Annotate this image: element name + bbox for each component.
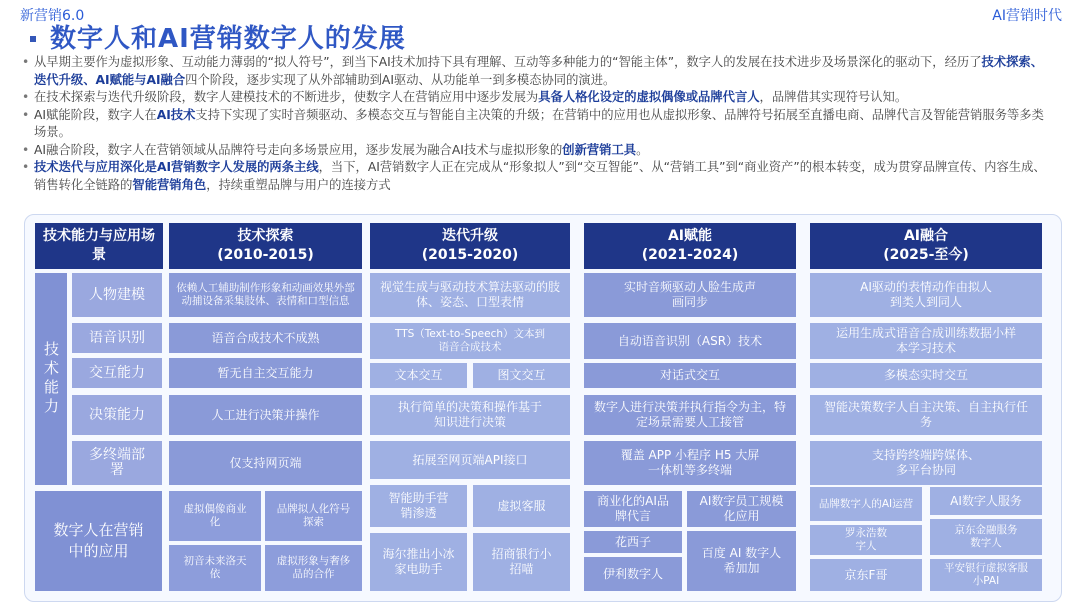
stage-header-explore xyxy=(169,223,362,269)
upgrade-terminal: 拓展至网页端API接口 xyxy=(370,441,570,479)
upgrade-interaction-text: 文本交互 xyxy=(370,363,467,388)
bullet-text: 在技术探索与迭代升级阶段，数字人建模技术的不断进步，使数字人在营销应用中逐步发展为 xyxy=(34,90,539,104)
row-label-interaction: 交互能力 xyxy=(72,358,162,388)
fusion-interaction: 多模态实时交互 xyxy=(810,363,1042,388)
bullet-text: ，持续重塑品牌与用户的连接方式 xyxy=(206,177,391,192)
tech-capability-label: 技术能力 xyxy=(35,273,67,485)
bullet-text: 四个阶段，逐步实现了从外部辅助到AI驱动、从功能单一到多模态协同的演进。 xyxy=(185,72,616,87)
marketing-app-label: 数字人在营销中的应用 xyxy=(35,491,162,591)
bullet-item xyxy=(22,159,1052,194)
row-label-modeling: 人物建模 xyxy=(72,273,162,317)
row-label-speech: 语音识别 xyxy=(72,323,162,353)
explore-speech: 语音合成技术不成熟 xyxy=(169,323,362,353)
stage-years: (2025-至今) xyxy=(883,247,969,263)
explore-interaction: 暂无自主交互能力 xyxy=(169,358,362,388)
stage-name: AI融合 xyxy=(903,228,949,244)
stage-years: (2021-2024) xyxy=(641,247,739,263)
bullet-text: AI融合阶段，数字人在营销领域从品牌符号走向多场景应用，逐步发展为融合AI技术与虚拟形象的 xyxy=(34,142,563,157)
fusion-speech: 运用生成式语音合成训练数据小样本学习技术 xyxy=(810,323,1042,359)
bullet-text: 从早期主要作为虚拟形象、互动能力薄弱的“拟人符号”，到当下AI技术加持下具有理解、互动等多种能力的“智能主体”，数字人的发展在技术进步及场景深化的驱动下，经历了 xyxy=(34,55,982,69)
empower-app: 百度 AI 数字人希加加 xyxy=(687,531,796,591)
explore-app: 品牌拟人化符号探索 xyxy=(265,491,362,541)
upgrade-app: 招商银行小招喵 xyxy=(473,533,570,591)
bullet-text: AI赋能阶段，数字人在 xyxy=(34,107,157,122)
fusion-app: 京东F哥 xyxy=(810,559,922,591)
explore-modeling: 依赖人工辅助制作形象和动画效果外部动捕设备采集肢体、表情和口型信息 xyxy=(169,273,362,317)
bullet-item xyxy=(22,142,1052,160)
stage-name: 迭代升级 xyxy=(442,228,498,244)
section-label: AI营销时代 xyxy=(992,8,1062,24)
highlight-text: 技术迭代与应用深化是AI营销数字人发展的两条主线 xyxy=(34,160,319,174)
brand-label: 新营销6.0 xyxy=(20,8,85,24)
title-bullet-icon xyxy=(30,36,36,42)
empower-terminal: 覆盖 APP 小程序 H5 大屏 一体机等多终端 xyxy=(584,441,796,485)
explore-app: 虚拟形象与奢侈品的合作 xyxy=(265,545,362,591)
highlight-text: 技术探索、迭代升级、AI赋能与AI融合 xyxy=(34,55,1043,87)
upgrade-decision: 执行简单的决策和操作基于知识进行决策 xyxy=(370,395,570,435)
empower-speech: 自动语音识别（ASR）技术 xyxy=(584,323,796,359)
fusion-terminal: 支持跨终端跨媒体、多平台协同 xyxy=(810,441,1042,485)
highlight-text: 具备人格化设定的虚拟偶像或品牌代言人 xyxy=(538,90,760,104)
empower-decision: 数字人进行决策并执行指令为主，特定场景需要人工接管 xyxy=(584,395,796,435)
stage-years: (2015-2020) xyxy=(421,247,519,263)
bullet-item xyxy=(22,107,1052,142)
upgrade-speech: TTS（Text-to-Speech）文本到语音合成技术 xyxy=(370,323,570,359)
highlight-text: AI技术 xyxy=(156,107,196,122)
title-row xyxy=(30,18,406,55)
fusion-app: 京东金融服务数字人 xyxy=(930,519,1042,555)
row-label-decision: 决策能力 xyxy=(72,395,162,435)
bullet-text: ，品牌借其实现符号认知。 xyxy=(759,90,908,104)
stage-table-panel xyxy=(24,214,1062,602)
bullet-list xyxy=(22,54,1052,194)
upgrade-modeling: 视觉生成与驱动技术算法驱动的肢体、姿态、口型表情 xyxy=(370,273,570,317)
fusion-decision: 智能决策数字人自主决策、自主执行任务 xyxy=(810,395,1042,435)
empower-app: 花西子 xyxy=(584,531,682,553)
explore-terminal: 仅支持网页端 xyxy=(169,441,362,485)
stage-header-fusion xyxy=(810,223,1042,269)
highlight-text: 创新营销工具 xyxy=(562,142,637,157)
bullet-text: 支持下实现了实时音频驱动、多模态交互与智能自主决策的升级；在营销中的应用也从虚拟形象、品牌符号拓展至直播电商、品牌代言及智能营销服务等多类场景。 xyxy=(34,107,1044,139)
explore-app: 初音未来洛天依 xyxy=(169,545,261,591)
empower-app: 商业化的AI品牌代言 xyxy=(584,491,682,527)
upgrade-interaction-image: 图文交互 xyxy=(473,363,570,388)
bullet-text: 。 xyxy=(636,142,649,157)
stage-name: AI赋能 xyxy=(667,228,713,244)
fusion-app: 平安银行虚拟客服小PAI xyxy=(930,559,1042,591)
page-title: 数字人和AI营销数字人的发展 xyxy=(50,24,406,54)
bullet-item xyxy=(22,89,1052,107)
highlight-text: 智能营销角色 xyxy=(132,177,207,192)
stage-years: (2010-2015) xyxy=(217,247,314,263)
upgrade-app: 智能助手营销渗透 xyxy=(370,485,467,527)
corner-header: 技术能力与应用场景 xyxy=(35,223,163,269)
empower-app: 伊利数字人 xyxy=(584,557,682,591)
upgrade-app: 海尔推出小冰家电助手 xyxy=(370,533,467,591)
explore-decision: 人工进行决策并操作 xyxy=(169,395,362,435)
explore-app: 虚拟偶像商业化 xyxy=(169,491,261,541)
empower-interaction: 对话式交互 xyxy=(584,363,796,388)
fusion-app: 品牌数字人的AI运营 xyxy=(810,487,922,521)
stage-name: 技术探索 xyxy=(237,228,294,244)
bullet-item xyxy=(22,54,1052,89)
fusion-modeling: AI驱动的表情动作由拟人到类人到同人 xyxy=(810,273,1042,317)
bullet-text: ，当下，AI营销数字人正在完成从“形象拟人”到“交互智能”、从“营销工具”到“商业资产”的根本转变，成为贯穿品牌宣传、内容生成、销售转化全链路的 xyxy=(34,160,1046,192)
fusion-app: AI数字人服务 xyxy=(930,487,1042,515)
stage-header-upgrade xyxy=(370,223,570,269)
fusion-app: 罗永浩数字人 xyxy=(810,525,922,555)
empower-app: AI数字员工规模化应用 xyxy=(687,491,796,527)
stage-header-empower xyxy=(584,223,796,269)
upgrade-app: 虚拟客服 xyxy=(473,485,570,527)
row-label-terminal: 多终端部署 xyxy=(72,441,162,485)
empower-modeling: 实时音频驱动人脸生成声画同步 xyxy=(584,273,796,317)
